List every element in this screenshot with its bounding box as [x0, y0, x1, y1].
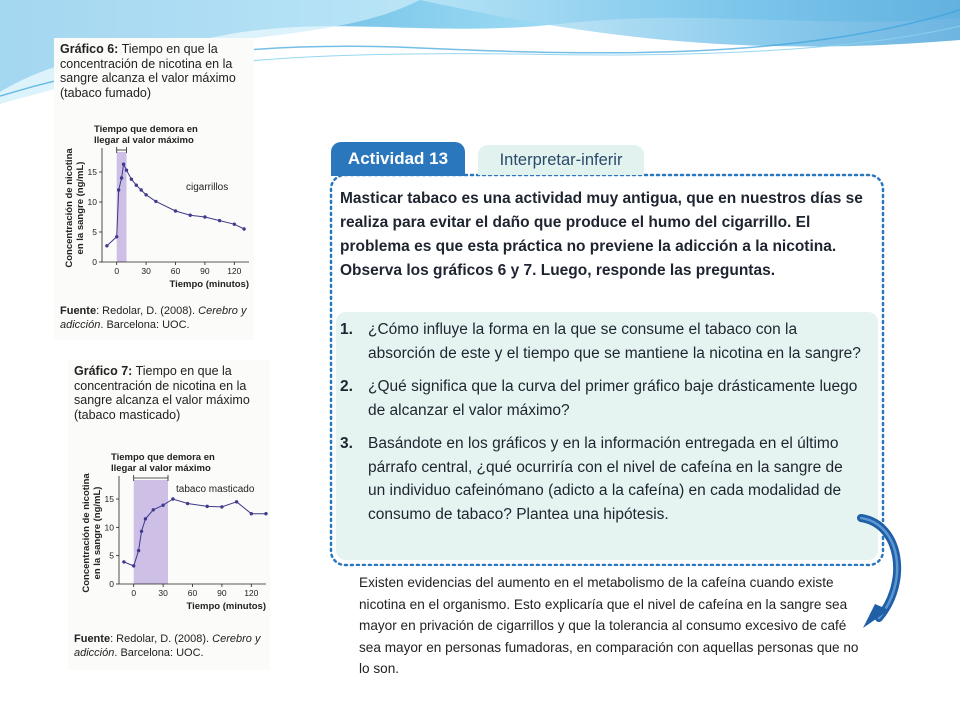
y-axis-label: Concentración de nicotinaen la sangre (ng/mL)	[81, 473, 103, 593]
x-axis-label: Tiempo (minutos)	[169, 279, 249, 290]
data-point	[154, 200, 157, 203]
y-tick-label: 5	[109, 550, 114, 561]
y-tick-label: 5	[92, 227, 97, 237]
data-point	[140, 188, 143, 191]
y-tick-label: 0	[92, 257, 97, 267]
question-text: Basándote en los gráficos y en la información entregada en el último párrafo central, ¿qué ocurriría con el nivel de cafeína en la sangre de un individuo cafeinómano (adicto a la cafeína) en cada modalidad de consumo de tabaco? Plantea una hipótesis.	[368, 435, 843, 523]
data-point	[125, 169, 128, 172]
series-label: tabaco masticado	[176, 484, 255, 495]
x-tick-label: 60	[170, 266, 181, 276]
question-text: ¿Qué significa que la curva del primer gráfico baje drásticamente luego de alcanzar el valor máximo?	[368, 378, 858, 419]
activity-intro: Masticar tabaco es una actividad muy antigua, que en nuestros días se realiza para evitar el daño que produce el humo del cigarrillo. El problema es que esta práctica no previene la adicción a la nicotina. Observa los gráficos 6 y 7. Luego, responde las preguntas.	[340, 190, 863, 279]
caffeine-note-text: Existen evidencias del aumento en el metabolismo de la cafeína cuando existe nicotina en el organismo. Esto explicaría que el nivel de cafeína en la sangre sea mayor en privación de cigarrillos y que la tolerancia al consumo excesivo de café sea mayor en personas fumadoras, en comparación con aquellas personas que no lo son.	[359, 575, 859, 676]
data-point	[140, 530, 143, 533]
curved-arrow-icon	[855, 512, 915, 637]
caffeine-note	[353, 566, 867, 690]
question-text: ¿Cómo influye la forma en la que se consume el tabaco con la absorción de este y el tiempo que se mantiene la nicotina en la sangre?	[368, 321, 861, 362]
x-tick-label: 90	[217, 588, 227, 598]
x-tick-label: 30	[141, 266, 151, 276]
data-point	[135, 184, 138, 187]
graph-6-panel	[54, 38, 254, 340]
data-point	[218, 219, 221, 222]
x-tick-label: 30	[158, 588, 168, 598]
data-point	[220, 505, 223, 508]
graph-6-source: Fuente: Redolar, D. (2008). Cerebro y adicción. Barcelona: UOC.	[60, 305, 247, 331]
data-point	[171, 497, 174, 500]
time-to-peak-label: Tiempo que demora en	[111, 452, 215, 463]
question-number: 1.	[340, 321, 353, 338]
peak-time-band	[134, 480, 168, 584]
data-point	[120, 176, 123, 179]
data-point	[132, 564, 135, 567]
x-tick-label: 90	[200, 266, 210, 276]
graph-7-panel	[68, 360, 270, 670]
x-tick-label: 0	[131, 588, 137, 598]
y-tick-label: 15	[87, 167, 97, 177]
activity-number-tab: Actividad 13	[331, 142, 465, 176]
x-tick-label: 0	[114, 266, 120, 276]
data-point	[144, 193, 147, 196]
data-point	[130, 178, 133, 181]
x-axis-label: Tiempo (minutos)	[186, 601, 266, 612]
data-point	[105, 244, 108, 247]
data-point	[264, 512, 267, 515]
y-tick-label: 10	[104, 522, 114, 533]
data-point	[117, 188, 120, 191]
graph-6-title: Gráfico 6: Tiempo en que la concentración de nicotina en la sangre alcanza el valor máximo (tabaco fumado)	[60, 42, 236, 100]
data-point	[115, 235, 118, 238]
activity-skill-tab: Interpretar-inferir	[478, 145, 644, 175]
graph-7-source: Fuente: Redolar, D. (2008). Cerebro y adicción. Barcelona: UOC.	[74, 633, 261, 659]
data-point	[152, 508, 155, 511]
data-point	[122, 163, 125, 166]
question-item	[340, 318, 862, 365]
data-point	[144, 517, 147, 520]
data-point	[186, 502, 189, 505]
data-point	[174, 209, 177, 212]
data-point	[189, 214, 192, 217]
data-point	[137, 549, 140, 552]
x-tick-label: 60	[187, 588, 198, 598]
data-point	[203, 215, 206, 218]
data-line	[107, 164, 244, 246]
graph-7-chart	[68, 436, 270, 636]
y-tick-label: 15	[104, 494, 114, 504]
data-point	[206, 505, 209, 508]
data-point	[233, 223, 236, 226]
x-tick-label: 120	[227, 266, 242, 276]
time-to-peak-label: Tiempo que demora en	[94, 124, 198, 135]
question-number: 2.	[340, 378, 353, 395]
time-to-peak-label: llegar al valor máximo	[94, 135, 194, 146]
question-item	[340, 432, 862, 526]
series-label: cigarrillos	[186, 182, 229, 193]
question-list	[340, 318, 862, 536]
data-point	[235, 500, 238, 503]
question-item	[340, 375, 862, 422]
question-number: 3.	[340, 435, 353, 452]
y-axis-label: Concentración de nicotinaen la sangre (ng/mL)	[64, 148, 86, 268]
data-point	[242, 227, 245, 230]
y-tick-label: 10	[87, 197, 97, 207]
data-point	[161, 504, 164, 507]
x-tick-label: 120	[244, 588, 259, 598]
time-to-peak-label: llegar al valor máximo	[111, 463, 211, 474]
graph-6-chart	[54, 114, 254, 314]
graph-7-title: Gráfico 7: Tiempo en que la concentración de nicotina en la sangre alcanza el valor máximo (tabaco masticado)	[74, 364, 250, 422]
data-point	[250, 512, 253, 515]
y-tick-label: 0	[109, 579, 114, 589]
data-point	[122, 560, 125, 563]
